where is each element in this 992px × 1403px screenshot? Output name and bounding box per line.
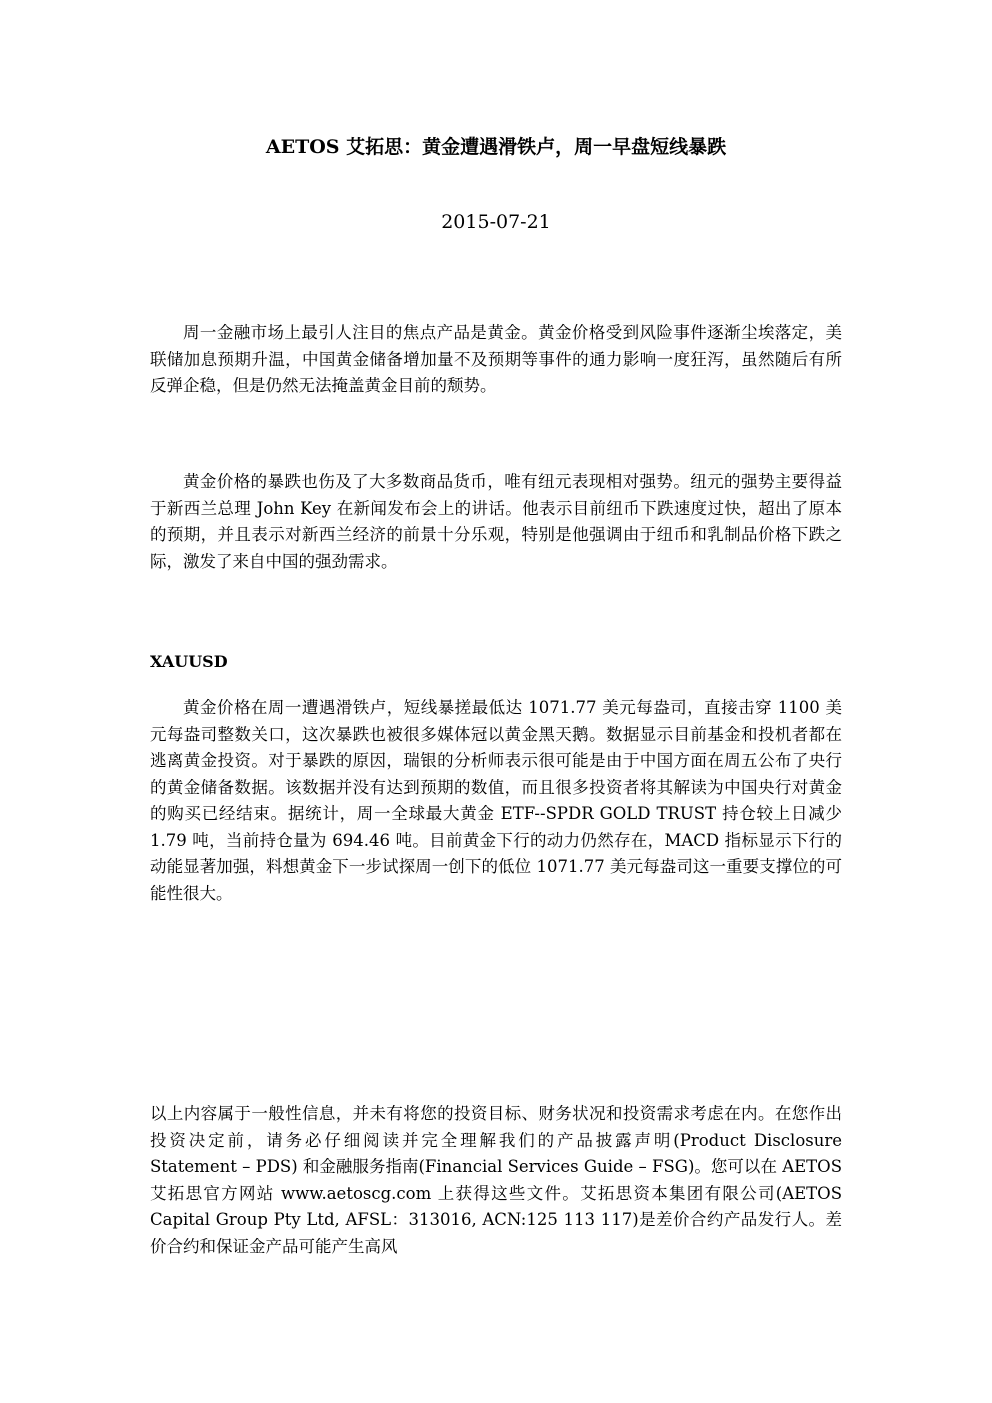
body-paragraph: 周一金融市场上最引人注目的焦点产品是黄金。黄金价格受到风险事件逐渐尘埃落定，美联储加息预期升温，中国黄金储备增加量不及预期等事件的通力影响一度狂泻，虽然随后有所反弹企稳，但是仍然无法掩盖黄金目前的颓势。: [150, 323, 842, 395]
body-paragraph: 黄金价格的暴跌也伤及了大多数商品货币，唯有纽元表现相对强势。纽元的强势主要得益于新西兰总理 John Key 在新闻发布会上的讲话。他表示目前纽币下跌速度过快，超出了原本的预期，并且表示对新西兰经济的前景十分乐观，特别是他强调由于纽币和乳制品价格下跌之际，激发了来自中国的强劲需求。: [150, 472, 842, 571]
section-paragraph: 黄金价格在周一遭遇滑铁卢，短线暴搓最低达 1071.77 美元每盎司，直接击穿 1100 美元每盎司整数关口，这次暴跌也被很多媒体冠以黄金黑天鹅。数据显示目前基金和投机者都在逃离黄金投资。对于暴跌的原因，瑞银的分析师表示很可能是由于中国方面在周五公布了央行的黄金储备数据。该数据并没有达到预期的数值，而且很多投资者将其解读为中国央行对黄金的购买已经结束。据统计，周一全球最大黄金 ETF--SPDR GOLD TRUST 持仓较上日减少 1.79 吨，当前持仓量为 694.46 吨。目前黄金下行的动力仍然存在，MACD 指标显示下行的动能显著加强，料想黄金下一步试探周一创下的低位 1071.77 美元每盎司这一重要支撑位的可能性很大。: [150, 698, 842, 903]
disclaimer-paragraph: 以上内容属于一般性信息，并未有将您的投资目标、财务状况和投资需求考虑在内。在您作出投资决定前，请务必仔细阅读并完全理解我们的产品披露声明(Product Disclosure Statement – PDS) 和金融服务指南(Financial Services Guide – FSG)。您可以在 AETOS 艾拓思官方网站 www.aetoscg.com 上获得这些文件。艾拓思资本集团有限公司(AETOS Capital Group Pty Ltd, AFSL：313016, ACN:125 113 117)是差价合约产品发行人。差价合约和保证金产品可能产生高风: [150, 1104, 842, 1256]
document-title: AETOS 艾拓思：黄金遭遇滑铁卢，周一早盘短线暴跌: [265, 136, 727, 158]
document-date: 2015-07-21: [441, 211, 551, 233]
section-heading: XAUUSD: [150, 652, 228, 671]
